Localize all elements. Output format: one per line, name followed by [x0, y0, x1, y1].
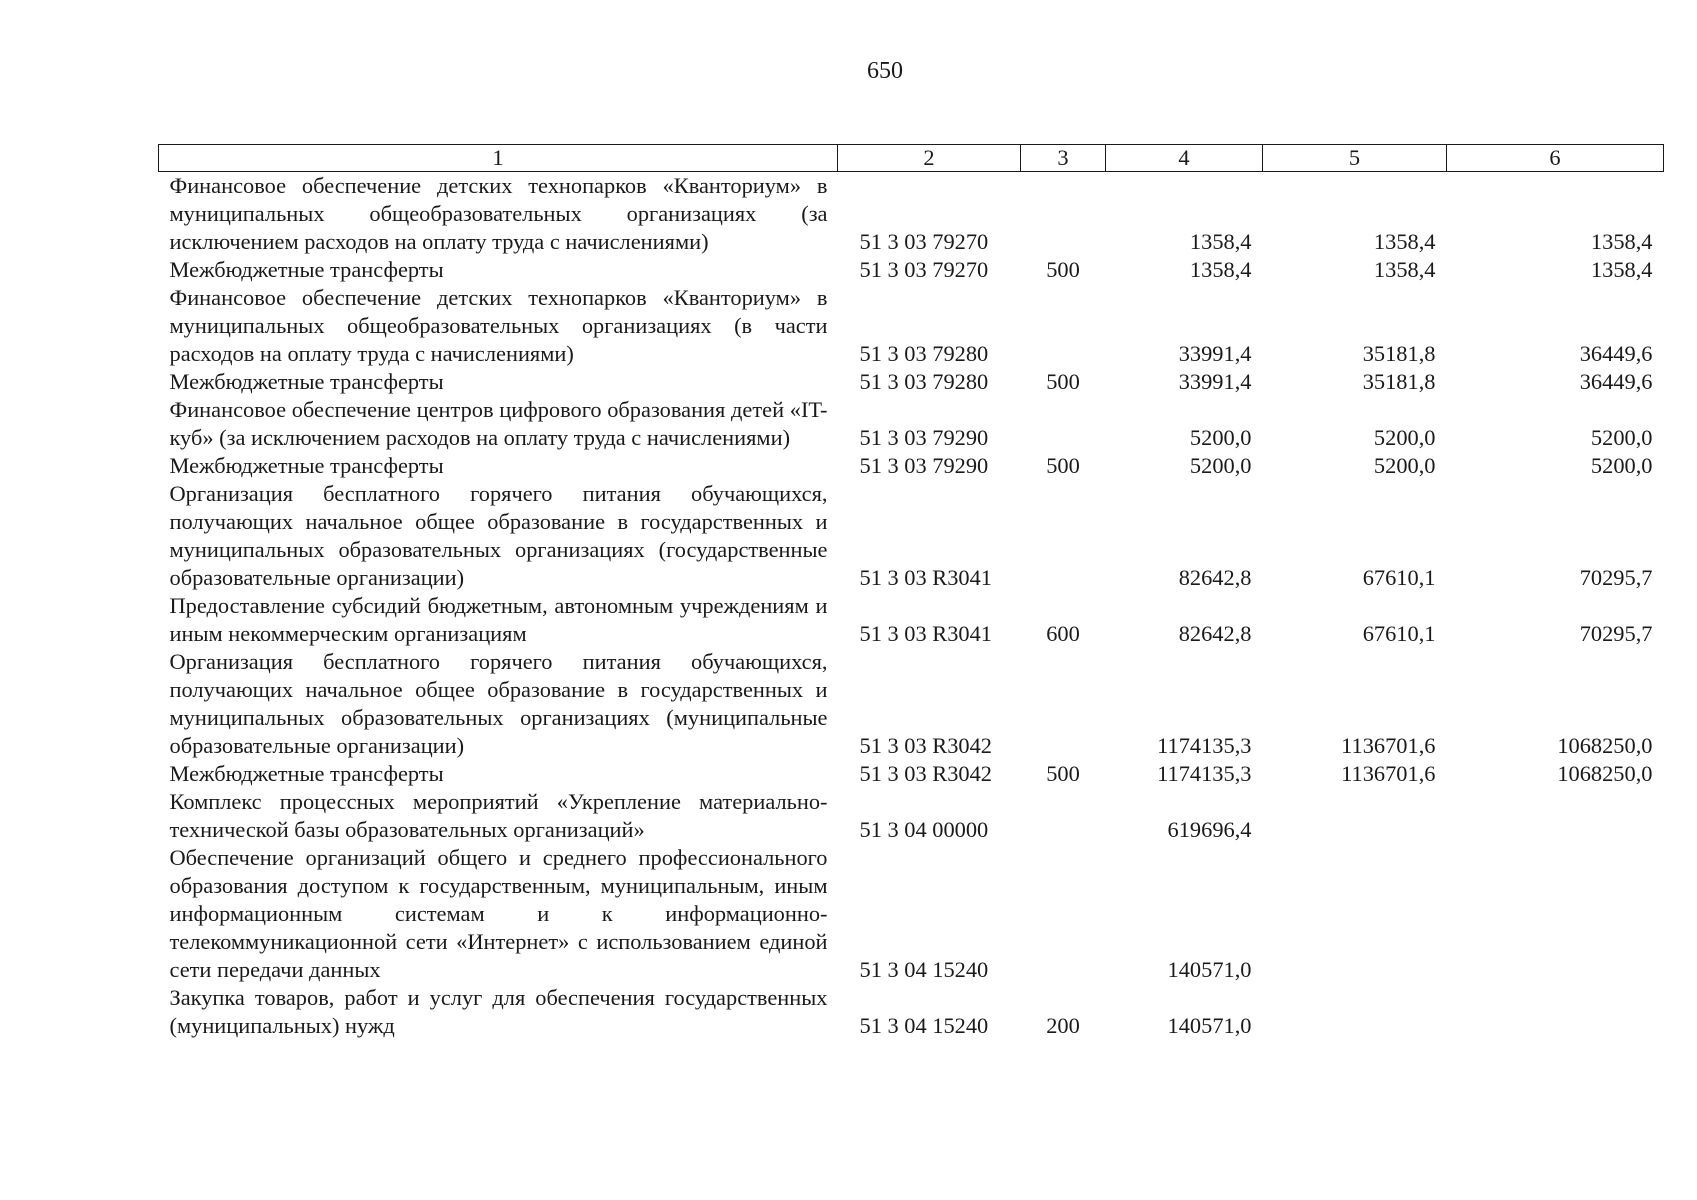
row-value-col5: 67610,1 — [1362, 621, 1436, 646]
row-expense-type — [1021, 172, 1106, 257]
row-value-col6: 70295,7 — [1579, 565, 1653, 590]
row-value-col6: 1358,4 — [1590, 257, 1653, 282]
row-value-col6 — [1447, 844, 1664, 984]
row-name: Межбюджетные трансферты — [169, 453, 444, 478]
row-name: Финансовое обеспечение детских технопарков «Кванториум» в муниципальных общеобразовательных организациях (в части расходов на оплату труда с начислениями) — [169, 285, 828, 366]
row-value-col6: 1068250,0 — [1557, 761, 1653, 786]
table-row — [159, 984, 1664, 1040]
row-code: 51 3 04 15240 — [859, 957, 989, 982]
row-expense-type — [1021, 648, 1106, 760]
row-expense-type — [1021, 284, 1106, 368]
row-expense-type: 500 — [1046, 761, 1080, 786]
row-code: 51 3 03 79280 — [859, 341, 989, 366]
row-value-col5: 1358,4 — [1373, 257, 1436, 282]
row-value-col5 — [1263, 844, 1447, 984]
row-value-col5 — [1263, 788, 1447, 844]
row-expense-type: 600 — [1046, 621, 1080, 646]
table-row — [159, 368, 1664, 396]
row-value-col5: 1136701,6 — [1341, 733, 1436, 758]
row-name: Межбюджетные трансферты — [169, 761, 444, 786]
row-expense-type — [1021, 396, 1106, 452]
row-expense-type — [1021, 480, 1106, 592]
row-code: 51 3 03 79280 — [859, 369, 989, 394]
row-value-col6: 70295,7 — [1579, 621, 1653, 646]
row-value-col5: 5200,0 — [1373, 425, 1436, 450]
row-name: Организация бесплатного горячего питания обучающихся, получающих начальное общее образование в государственных и муниципальных образовательных организациях (государственные образовательные организации) — [169, 481, 828, 590]
row-value-col5: 1358,4 — [1373, 229, 1436, 254]
row-value-col4: 1174135,3 — [1157, 761, 1252, 786]
row-value-col6: 5200,0 — [1590, 425, 1653, 450]
row-value-col4: 82642,8 — [1178, 621, 1252, 646]
row-value-col4: 33991,4 — [1178, 369, 1252, 394]
table-header — [159, 145, 1664, 172]
row-expense-type — [1021, 844, 1106, 984]
row-code: 51 3 03 R3042 — [859, 733, 992, 758]
row-value-col5: 35181,8 — [1362, 341, 1436, 366]
row-name: Финансовое обеспечение центров цифрового образования детей «IT-куб» (за исключением расходов на оплату труда с начислениями) — [169, 397, 828, 450]
row-value-col5: 1136701,6 — [1341, 761, 1436, 786]
row-code: 51 3 03 79290 — [859, 425, 989, 450]
column-header-2: 2 — [838, 145, 1021, 172]
row-code: 51 3 03 79270 — [859, 257, 989, 282]
table-row — [159, 172, 1664, 257]
table-row — [159, 284, 1664, 368]
row-name: Комплекс процессных мероприятий «Укрепление материально-технической базы образовательных организаций» — [169, 789, 828, 842]
row-name: Предоставление субсидий бюджетным, автономным учреждениям и иным некоммерческим организациям — [169, 593, 828, 646]
row-value-col5: 5200,0 — [1373, 453, 1436, 478]
table-row — [159, 480, 1664, 592]
row-value-col6: 36449,6 — [1579, 341, 1653, 366]
row-value-col4: 33991,4 — [1178, 341, 1252, 366]
row-value-col4: 1358,4 — [1189, 229, 1252, 254]
row-value-col4: 140571,0 — [1167, 1013, 1252, 1038]
row-code: 51 3 04 15240 — [859, 1013, 989, 1038]
row-value-col6: 36449,6 — [1579, 369, 1653, 394]
row-value-col6 — [1447, 984, 1664, 1040]
column-header-3: 3 — [1021, 145, 1106, 172]
row-value-col4: 619696,4 — [1167, 817, 1252, 842]
row-expense-type: 500 — [1046, 369, 1080, 394]
row-value-col4: 5200,0 — [1189, 425, 1252, 450]
row-value-col6: 1068250,0 — [1557, 733, 1653, 758]
table-row — [159, 648, 1664, 760]
row-code: 51 3 04 00000 — [859, 817, 989, 842]
column-header-1: 1 — [159, 145, 838, 172]
table-row — [159, 452, 1664, 480]
row-value-col6 — [1447, 788, 1664, 844]
table-row — [159, 844, 1664, 984]
row-value-col5: 67610,1 — [1362, 565, 1436, 590]
row-name: Межбюджетные трансферты — [169, 369, 444, 394]
row-value-col4: 1358,4 — [1189, 257, 1252, 282]
row-value-col4: 5200,0 — [1189, 453, 1252, 478]
row-expense-type: 500 — [1046, 257, 1080, 282]
row-value-col4: 140571,0 — [1167, 957, 1252, 982]
row-expense-type — [1021, 788, 1106, 844]
table-body — [159, 172, 1664, 1041]
row-code: 51 3 03 79270 — [859, 229, 989, 254]
page-number: 650 — [867, 58, 903, 84]
column-header-4: 4 — [1106, 145, 1263, 172]
row-code: 51 3 03 R3041 — [859, 621, 992, 646]
budget-table — [158, 144, 1664, 1040]
row-code: 51 3 03 R3041 — [859, 565, 992, 590]
column-header-5: 5 — [1263, 145, 1447, 172]
row-name: Межбюджетные трансферты — [169, 257, 444, 282]
table-row — [159, 788, 1664, 844]
table-row — [159, 256, 1664, 284]
row-value-col5: 35181,8 — [1362, 369, 1436, 394]
row-name: Организация бесплатного горячего питания обучающихся, получающих начальное общее образование в государственных и муниципальных образовательных организациях (муниципальные образовательные организации) — [169, 649, 828, 758]
row-expense-type: 200 — [1046, 1013, 1080, 1038]
table-row — [159, 592, 1664, 648]
row-expense-type: 500 — [1046, 453, 1080, 478]
row-code: 51 3 03 R3042 — [859, 761, 992, 786]
row-name: Обеспечение организаций общего и среднего профессионального образования доступом к государственным, муниципальным, иным информационным системам и к информационно-телекоммуникационной сети «Интернет» с использованием единой сети передачи данных — [169, 845, 828, 982]
row-value-col6: 1358,4 — [1590, 229, 1653, 254]
row-name: Финансовое обеспечение детских технопарков «Кванториум» в муниципальных общеобразовательных организациях (за исключением расходов на оплату труда с начислениями) — [169, 173, 828, 254]
row-value-col5 — [1263, 984, 1447, 1040]
row-value-col4: 1174135,3 — [1157, 733, 1252, 758]
header-row — [159, 145, 1664, 172]
row-name: Закупка товаров, работ и услуг для обеспечения государственных (муниципальных) нужд — [169, 985, 828, 1038]
table-row — [159, 760, 1664, 788]
row-value-col4: 82642,8 — [1178, 565, 1252, 590]
table-row — [159, 396, 1664, 452]
row-code: 51 3 03 79290 — [859, 453, 989, 478]
column-header-6: 6 — [1447, 145, 1664, 172]
row-value-col6: 5200,0 — [1590, 453, 1653, 478]
